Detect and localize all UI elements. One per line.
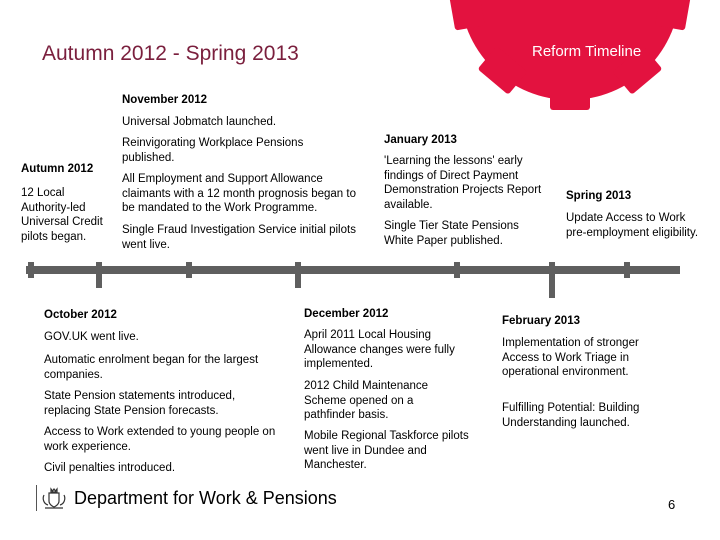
footer-divider [36,485,37,511]
timeline-tick [454,262,460,278]
november-item: Single Fraud Investigation Service initial pilots went live. [122,224,356,251]
gear-icon [400,0,720,120]
december-item: Mobile Regional Taskforce pilots went live in Dundee and Manchester. [304,430,469,471]
november-item: All Employment and Support Allowance claimants with a 12 month prognosis began to be mandated to the Work Programme. [122,173,356,214]
timeline-tick [624,262,630,278]
spring-item: Update Access to Work pre-employment eligibility. [566,212,699,239]
february-item: Fulfilling Potential: Building Understanding launched. [502,402,640,429]
february-heading: February 2013 [502,315,580,327]
january-item: Single Tier State Pensions White Paper published. [384,220,519,247]
autumn-heading: Autumn 2012 [21,163,94,175]
november-item: Universal Jobmatch launched. [122,116,277,128]
october-item: State Pension statements introduced, replacing State Pension forecasts. [44,390,236,417]
november-item: Reinvigorating Workplace Pensions published. [122,137,304,164]
page-title: Autumn 2012 - Spring 2013 [42,42,299,65]
december-heading: December 2012 [304,308,389,320]
december-item: 2012 Child Maintenance Scheme opened on a pathfinder basis. [304,380,429,421]
timeline-tick [96,262,102,288]
timeline-tick [295,262,301,288]
october-item: Automatic enrolment began for the largest companies. [44,354,259,381]
timeline-tick [549,262,555,298]
december-item: April 2011 Local Housing Allowance changes were fully implemented. [304,329,455,370]
royal-crest-icon [40,485,68,511]
autumn-item: 12 Local Authority-led Universal Credit pilots began. [21,187,103,243]
timeline-tick [186,262,192,278]
january-item: 'Learning the lessons' early findings of Direct Payment Demonstration Projects Report available. [384,155,542,211]
timeline-bar [26,266,680,274]
february-item: Implementation of stronger Access to Work Triage in operational environment. [502,337,639,378]
timeline-tick [28,262,34,278]
january-heading: January 2013 [384,134,457,146]
october-item: Civil penalties introduced. [44,462,176,474]
page-number: 6 [668,497,676,512]
spring-heading: Spring 2013 [566,190,632,202]
october-item: Access to Work extended to young people on work experience. [44,426,276,453]
october-heading: October 2012 [44,309,117,321]
october-item: GOV.UK went live. [44,331,139,343]
section-title: Reform Timeline [532,43,642,60]
department-name: Department for Work & Pensions [74,488,337,508]
november-heading: November 2012 [122,94,208,106]
